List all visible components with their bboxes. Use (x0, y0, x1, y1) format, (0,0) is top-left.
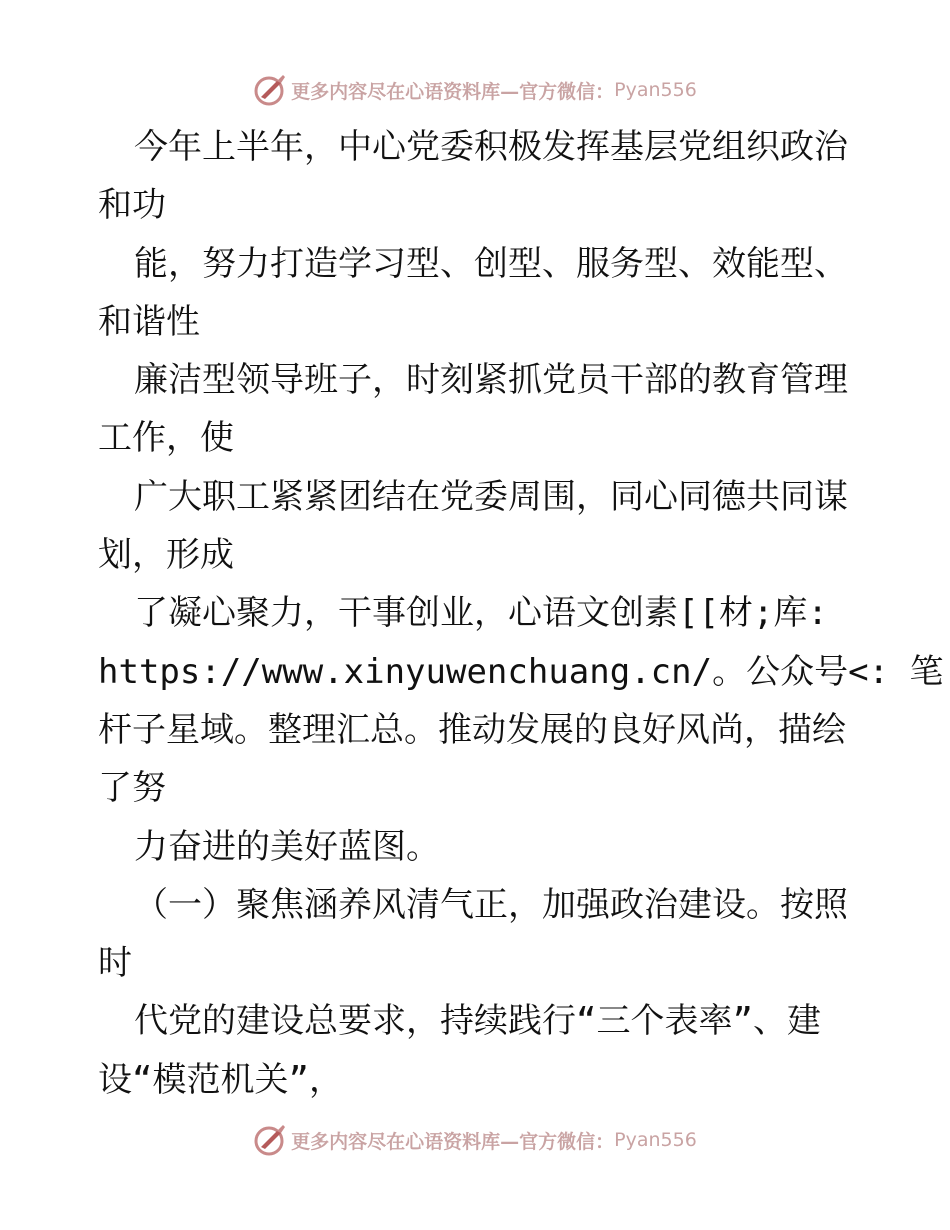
text-line: 时 (98, 943, 132, 984)
document-body (98, 118, 944, 1109)
text-line: 划，形成 (98, 535, 234, 576)
text-line: 了努 (98, 768, 166, 809)
footer-watermark (0, 1120, 950, 1160)
text-line: 和谐性 (98, 301, 200, 342)
watermark-text: 更多内容尽在心语资料库—官方微信： (291, 1130, 615, 1153)
brush-logo-icon (253, 73, 287, 107)
watermark-text: 更多内容尽在心语资料库—官方微信： (291, 80, 615, 103)
text-line: 工作，使 (98, 418, 234, 459)
header-watermark (0, 70, 950, 110)
watermark-handle: Pyan556 (614, 79, 697, 101)
text-line: 廉洁型领导班子，时刻紧抓党员干部的教育管理 (134, 360, 848, 401)
text-line: 了凝心聚力，干事创业，心语文创素[[材;库: (134, 593, 828, 634)
text-line: 杆子星域。整理汇总。推动发展的良好风尚，描绘 (98, 709, 846, 750)
text-line: 广大职工紧紧团结在党委周围，同心同德共同谋 (134, 476, 848, 517)
text-line: 能，努力打造学习型、创型、服务型、效能型、 (134, 243, 848, 284)
brush-logo-icon (253, 1123, 287, 1157)
text-line: 代党的建设总要求，持续践行“三个表率”、建 (134, 1001, 821, 1042)
url-text-line: https://www.xinyuwenchuang.cn/。公众号<: 笔 (98, 651, 944, 692)
text-line: 力奋进的美好蓝图。 (134, 826, 440, 867)
section-heading-line: （一）聚焦涵养风清气正，加强政治建设。按照 (134, 884, 848, 925)
text-line: 今年上半年，中心党委积极发挥基层党组织政治 (134, 127, 848, 167)
watermark-handle: Pyan556 (614, 1129, 697, 1151)
text-line: 和功 (98, 185, 166, 226)
text-line: 设“模范机关”， (98, 1059, 343, 1100)
